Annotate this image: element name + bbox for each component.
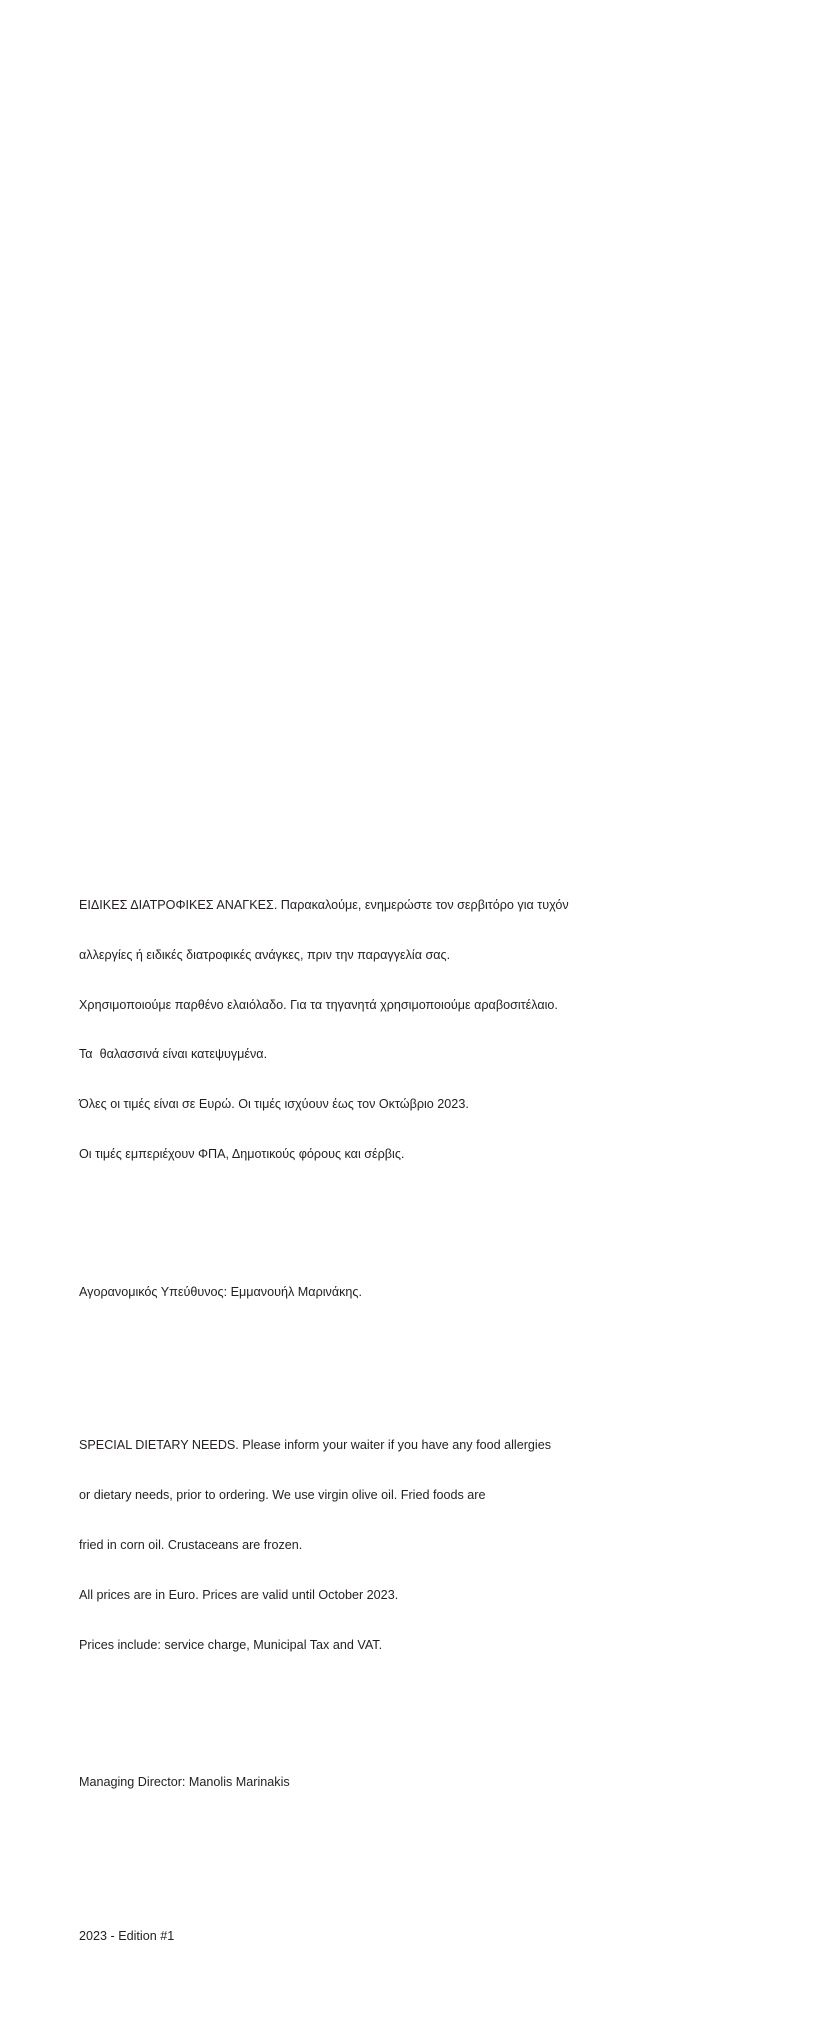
greek-notice-line: Χρησιμοποιούμε παρθένο ελαιόλαδο. Για τα τηγανητά χρησιμοποιούμε αραβοσιτέλαιο. (79, 997, 558, 1012)
greek-notice-line: Τα θαλασσινά είναι κατεψυγμένα. (79, 1047, 268, 1062)
greek-dietary-notice (79, 864, 739, 1196)
greek-notice-line: Όλες οι τιμές είναι σε Ευρώ. Οι τιμές ισχύουν έως τον Οκτώβριο 2023. (79, 1097, 469, 1112)
managing-director-line: Managing Director: Manolis Marinakis (79, 1775, 290, 1790)
edition-line: 2023 - Edition #1 (79, 1929, 175, 1943)
english-notice-line: SPECIAL DIETARY NEEDS. Please inform your waiter if you have any food allergies (79, 1438, 552, 1453)
english-notice-line: fried in corn oil. Crustaceans are frozen. (79, 1537, 303, 1552)
english-dietary-notice (79, 1404, 739, 1686)
english-notice-line: or dietary needs, prior to ordering. We use virgin olive oil. Fried foods are (79, 1488, 486, 1503)
greek-notice-line: ΕΙΔΙΚΕΣ ΔΙΑΤΡΟΦΙΚΕΣ ΑΝΑΓΚΕΣ. Παρακαλούμε, ενημερώστε τον σερβιτόρο για τυχόν (79, 897, 569, 912)
english-notice-line: Prices include: service charge, Municipal Tax and VAT. (79, 1637, 383, 1652)
english-notice-line: All prices are in Euro. Prices are valid until October 2023. (79, 1587, 399, 1602)
greek-market-inspector-line: Αγορανομικός Υπεύθυνος: Εμμανουήλ Μαρινάκης. (79, 1284, 362, 1299)
greek-notice-line: αλλεργίες ή ειδικές διατροφικές ανάγκες, πριν την παραγγελία σας. (79, 947, 451, 962)
greek-notice-line: Οι τιμές εμπεριέχουν ΦΠΑ, Δημοτικούς φόρους και σέρβις. (79, 1146, 405, 1161)
dietary-notice-block (79, 814, 739, 2028)
